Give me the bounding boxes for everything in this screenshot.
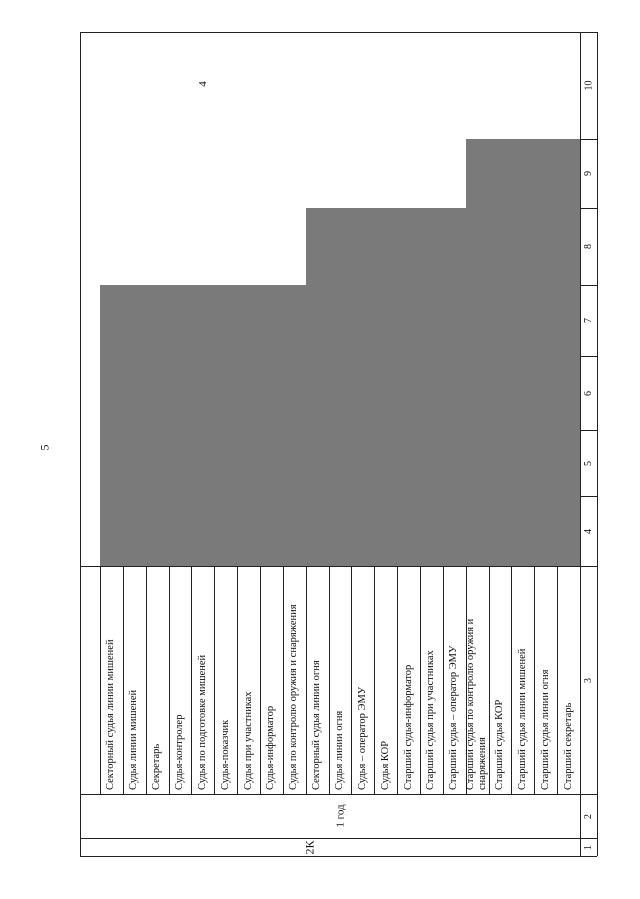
position-label: Судья – оператор ЭМУ [356, 686, 368, 790]
table-border-left [80, 32, 81, 856]
column-boundary [580, 285, 597, 286]
position-label: Старший судья по контролю оружия и снаряжения [465, 618, 489, 790]
position-label: Секторный судья линии мишеней [105, 639, 117, 790]
row-divider [420, 566, 421, 794]
row-divider [260, 566, 261, 794]
row-divider [511, 566, 512, 794]
table-border-top [80, 32, 597, 33]
row-divider [237, 566, 238, 794]
position-label: Судья по подготовке мишеней [196, 654, 208, 790]
position-label: Старший судья-информатор [402, 664, 414, 790]
position-label: Судья-показчик [219, 719, 231, 790]
header-col-5: 5 [583, 460, 594, 466]
row-divider [351, 566, 352, 794]
position-label: Старший судья линии мишеней [516, 648, 528, 790]
position-label: Старший судья при участниках [425, 650, 437, 790]
position-label: Секретарь [151, 743, 163, 790]
header-col-3: 3 [583, 677, 594, 683]
column-boundary [80, 566, 597, 567]
row-divider [557, 566, 558, 794]
position-label: Старший судья КОР [494, 699, 505, 790]
row-divider [443, 566, 444, 794]
page-number: 5 [37, 444, 52, 451]
row-divider [397, 566, 398, 794]
row-divider [214, 566, 215, 794]
table-border-bottom [80, 856, 597, 857]
column-boundary [580, 496, 597, 497]
header-col-8: 8 [583, 244, 594, 249]
position-label: Судья по контролю оружия и снаряжения [288, 604, 300, 790]
shaded-region [466, 139, 580, 566]
column-boundary [580, 139, 597, 140]
position-label: Судья-контролер [174, 714, 185, 790]
header-col-2: 2 [583, 813, 594, 819]
header-col-4: 4 [583, 528, 594, 534]
column-boundary [580, 356, 597, 357]
column-boundary [80, 794, 597, 795]
row-divider [374, 566, 375, 794]
level-annotation: 4 [196, 81, 209, 87]
shaded-region [306, 208, 466, 566]
column-boundary [580, 430, 597, 431]
position-label: Судья при участниках [242, 691, 254, 790]
position-label: Старший судья линии огня [539, 669, 551, 790]
row-divider [306, 566, 307, 794]
col3-left-border [100, 566, 101, 794]
column-boundary [580, 208, 597, 209]
header-col-9: 9 [583, 171, 594, 176]
row-divider [534, 566, 535, 794]
row-divider [329, 566, 330, 794]
position-label: Судья КОР [379, 740, 391, 790]
shaded-region [100, 285, 306, 566]
group-label: 2К [302, 839, 317, 855]
table-border-right [597, 32, 598, 856]
row-divider [146, 566, 147, 794]
header-col-10: 10 [583, 80, 594, 91]
column-boundary [80, 838, 597, 839]
row-divider [169, 566, 170, 794]
row-divider [283, 566, 284, 794]
row-divider [123, 566, 124, 794]
row-divider [191, 566, 192, 794]
header-col-7: 7 [583, 318, 594, 323]
position-label: Старший судья – оператор ЭМУ [448, 645, 460, 790]
header-divider [580, 32, 581, 856]
position-label: Судья-информатор [265, 705, 277, 790]
position-label: Старший секретарь [562, 702, 574, 790]
year-label: 1 год [334, 804, 347, 828]
header-col-6: 6 [583, 390, 594, 396]
position-label: Судья линии мишеней [128, 689, 140, 790]
position-label: Судья линии огня [334, 710, 345, 790]
header-col-1: 1 [583, 844, 594, 850]
position-label: Секторный судья линии огня [311, 660, 323, 790]
